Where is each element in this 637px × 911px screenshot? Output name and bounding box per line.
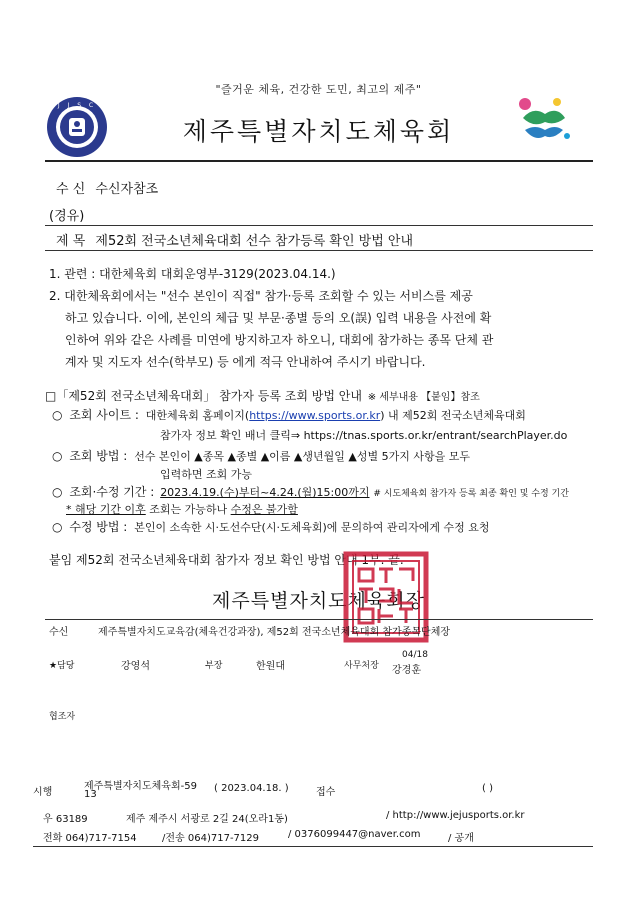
drafter-label: ★담당 — [49, 661, 75, 671]
method-label: 조회 방법 : — [69, 449, 128, 463]
period-label: 조회·수정 기간 : — [69, 485, 155, 499]
cooperation-label: 협조자 — [49, 712, 76, 722]
website: / http://www.jejusports.or.kr — [386, 810, 525, 821]
enforce-number-2: 13 — [84, 789, 97, 800]
manager-label: 부장 — [205, 661, 223, 671]
site-bullet: ○ — [52, 408, 63, 422]
phone: 전화 064)717-7154 — [43, 833, 137, 844]
receipt-value: ( ) — [482, 783, 493, 794]
method-line-2: 입력하면 조회 가능 — [160, 468, 253, 481]
site-post: ) 내 제52회 전국소년체육대회 — [380, 409, 526, 422]
disclosure: / 공개 — [448, 833, 474, 844]
site-label: 조회 사이트 : — [69, 408, 139, 422]
site-banner-line: 참가자 정보 확인 배너 클릭⇒ https://tnas.sports.or.kr/entrant/searchPlayer.do — [160, 429, 568, 442]
subject-value: 제52회 전국소년체육대회 선수 참가등록 확인 방법 안내 — [95, 234, 414, 249]
body-item-2-line-1: 2. 대한체육회에서는 "선수 본인이 직접" 참가·등록 조회할 수 있는 서비스를 제공 — [49, 289, 473, 303]
enforce-number-1: 제주특별자치도체육회-59 — [84, 781, 197, 792]
attachment-line: 붙임 제52회 전국소년체육대회 참가자 정보 확인 방법 안내 1부. 끝. — [49, 553, 404, 567]
correct-label: 수정 방법 : — [69, 520, 128, 534]
period-line-2-mid: 조회는 가능하나 — [149, 503, 228, 516]
sports-homepage-link[interactable]: https://www.sports.or.kr — [249, 409, 381, 422]
subject-label: 제 목 — [56, 234, 86, 249]
recipient-value: 수신자참조 — [95, 182, 159, 197]
head-date: 04/18 — [402, 650, 428, 660]
head-name: 강경훈 — [392, 665, 421, 676]
issuer-name: 제주특별자치도체육회장 — [212, 590, 425, 612]
email: / 0376099447@naver.com — [288, 829, 421, 840]
distribution-value: 제주특별자치도교육감(체육건강과장), 제52회 전국소년체육대회 참가종목단체장 — [98, 627, 451, 638]
site-pre: 대한체육회 홈페이지( — [145, 409, 250, 422]
org-title: 제주특별자치도체육회 — [182, 117, 455, 146]
period-note: # 시도체육회 참가자 등록 최종 확인 및 수정 기간 — [373, 489, 569, 499]
enforce-date: ( 2023.04.18. ) — [214, 783, 289, 794]
receipt-label: 접수 — [316, 787, 336, 798]
manager-name: 한원대 — [256, 661, 285, 672]
drafter-name: 강영석 — [121, 661, 150, 672]
distribution-label: 수신 — [49, 627, 69, 638]
method-line-1: 선수 본인이 ▲종목 ▲종별 ▲이름 ▲생년월일 ▲성별 5가지 사항을 모두 — [134, 450, 470, 463]
correct-text: 본인이 소속한 시·도선수단(시·도체육회)에 문의하여 관리자에게 수정 요청 — [134, 521, 490, 534]
slogan: "즐거운 체육, 건강한 도민, 최고의 제주" — [215, 83, 422, 96]
recipient-label: 수 신 — [56, 182, 86, 197]
enforce-label: 시행 — [33, 787, 53, 798]
body-item-2-line-2: 하고 있습니다. 이에, 본인의 체급 및 부문·종별 등의 오(誤) 입력 내용을 사전에 확 — [65, 311, 492, 325]
body-item-2-line-3: 인하여 위와 같은 사례를 미연에 방지하고자 하오니, 대회에 참가하는 종목 단체 관 — [65, 333, 494, 347]
period-date: 2023.4.19.(수)부터~4.24.(월)15:00까지 — [160, 486, 370, 499]
address: 제주 제주시 서광로 2길 24(오라1동) — [126, 814, 288, 825]
method-bullet: ○ — [52, 449, 63, 463]
head-label: 사무처장 — [344, 661, 379, 671]
fax: /전송 064)717-7129 — [162, 833, 260, 844]
box-heading: □「제52회 전국소년체육대회」 참가자 등록 조회 방법 안내 — [45, 389, 362, 403]
cheongjeong-jeju-logo-icon — [515, 96, 573, 150]
body-item-2-line-4: 계자 및 지도자 선수(학부모) 등 에게 적극 안내하여 주시기 바랍니다. — [65, 355, 426, 369]
box-heading-note: ※ 세부내용 【붙임】참조 — [367, 392, 480, 403]
via-label: (경유) — [49, 209, 85, 224]
period-line-2-pre: * 해당 기간 이후 — [66, 503, 146, 516]
svg-text:J J S C: J J S C — [57, 102, 97, 109]
postal-code: 우 63189 — [43, 814, 88, 825]
correct-bullet: ○ — [52, 520, 63, 534]
body-item-1: 1. 관련 : 대한체육회 대회운영부-3129(2023.04.14.) — [49, 267, 336, 281]
period-line-2-post: 수정은 불가함 — [230, 503, 298, 516]
period-bullet: ○ — [52, 485, 63, 499]
